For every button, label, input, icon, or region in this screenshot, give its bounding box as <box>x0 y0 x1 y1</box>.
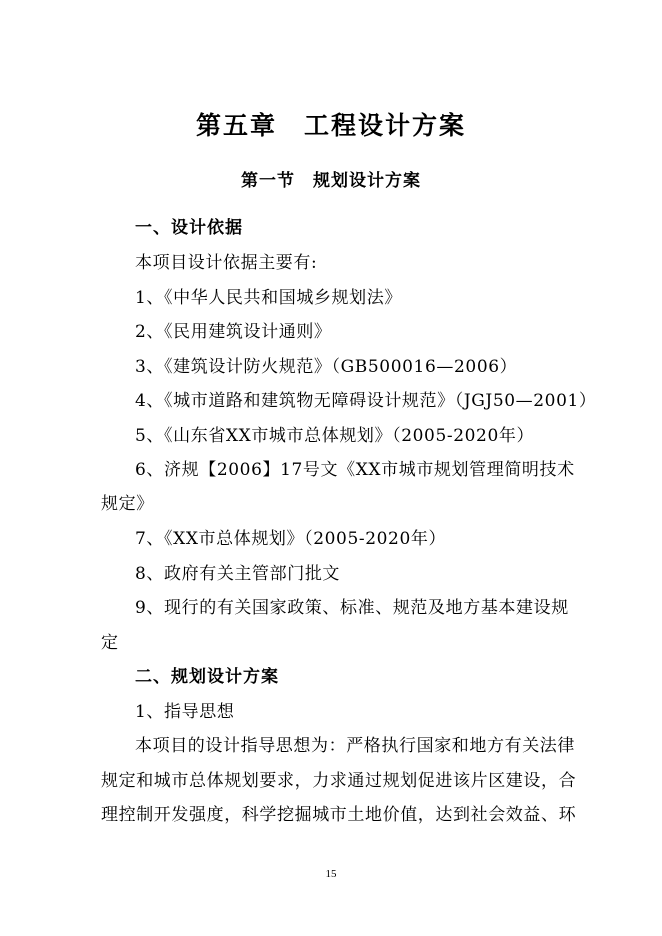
paragraph-line: 理控制开发强度，科学挖掘城市土地价值，达到社会效益、环 <box>101 805 577 825</box>
list-item: 9、现行的有关国家政策、标准、规范及地方基本建设规 <box>135 598 569 618</box>
chapter-title: 第五章 工程设计方案 <box>195 111 466 140</box>
list-item: 4、《城市道路和建筑物无障碍设计规范》（JGJ50—2001） <box>135 391 597 411</box>
list-item: 2、《民用建筑设计通则》 <box>135 322 332 342</box>
list-item: 1、《中华人民共和国城乡规划法》 <box>135 288 402 308</box>
section-title: 第一节 规划设计方案 <box>241 171 421 191</box>
list-item: 6、济规【2006】17号文《XX市城市规划管理简明技术 <box>135 460 575 480</box>
heading-design-basis: 一、设计依据 <box>135 218 243 238</box>
paragraph-line: 本项目的设计指导思想为：严格执行国家和地方有关法律 <box>135 736 575 756</box>
page-number: 15 <box>325 868 337 880</box>
list-item-continuation: 规定》 <box>101 494 154 514</box>
heading-planning-scheme: 二、规划设计方案 <box>135 667 279 687</box>
intro-text: 本项目设计依据主要有: <box>135 253 318 273</box>
list-item: 7、《XX市总体规划》（2005-2020年） <box>135 529 447 549</box>
list-item-continuation: 定 <box>101 633 119 653</box>
list-item: 5、《山东省XX市城市总体规划》（2005-2020年） <box>135 426 535 446</box>
list-item: 3、《建筑设计防火规范》（GB500016—2006） <box>135 357 518 377</box>
list-item: 8、政府有关主管部门批文 <box>135 564 341 584</box>
subheading-guiding-idea: 1、指导思想 <box>135 702 235 722</box>
paragraph-line: 规定和城市总体规划要求，力求通过规划促进该片区建设，合 <box>101 771 577 791</box>
